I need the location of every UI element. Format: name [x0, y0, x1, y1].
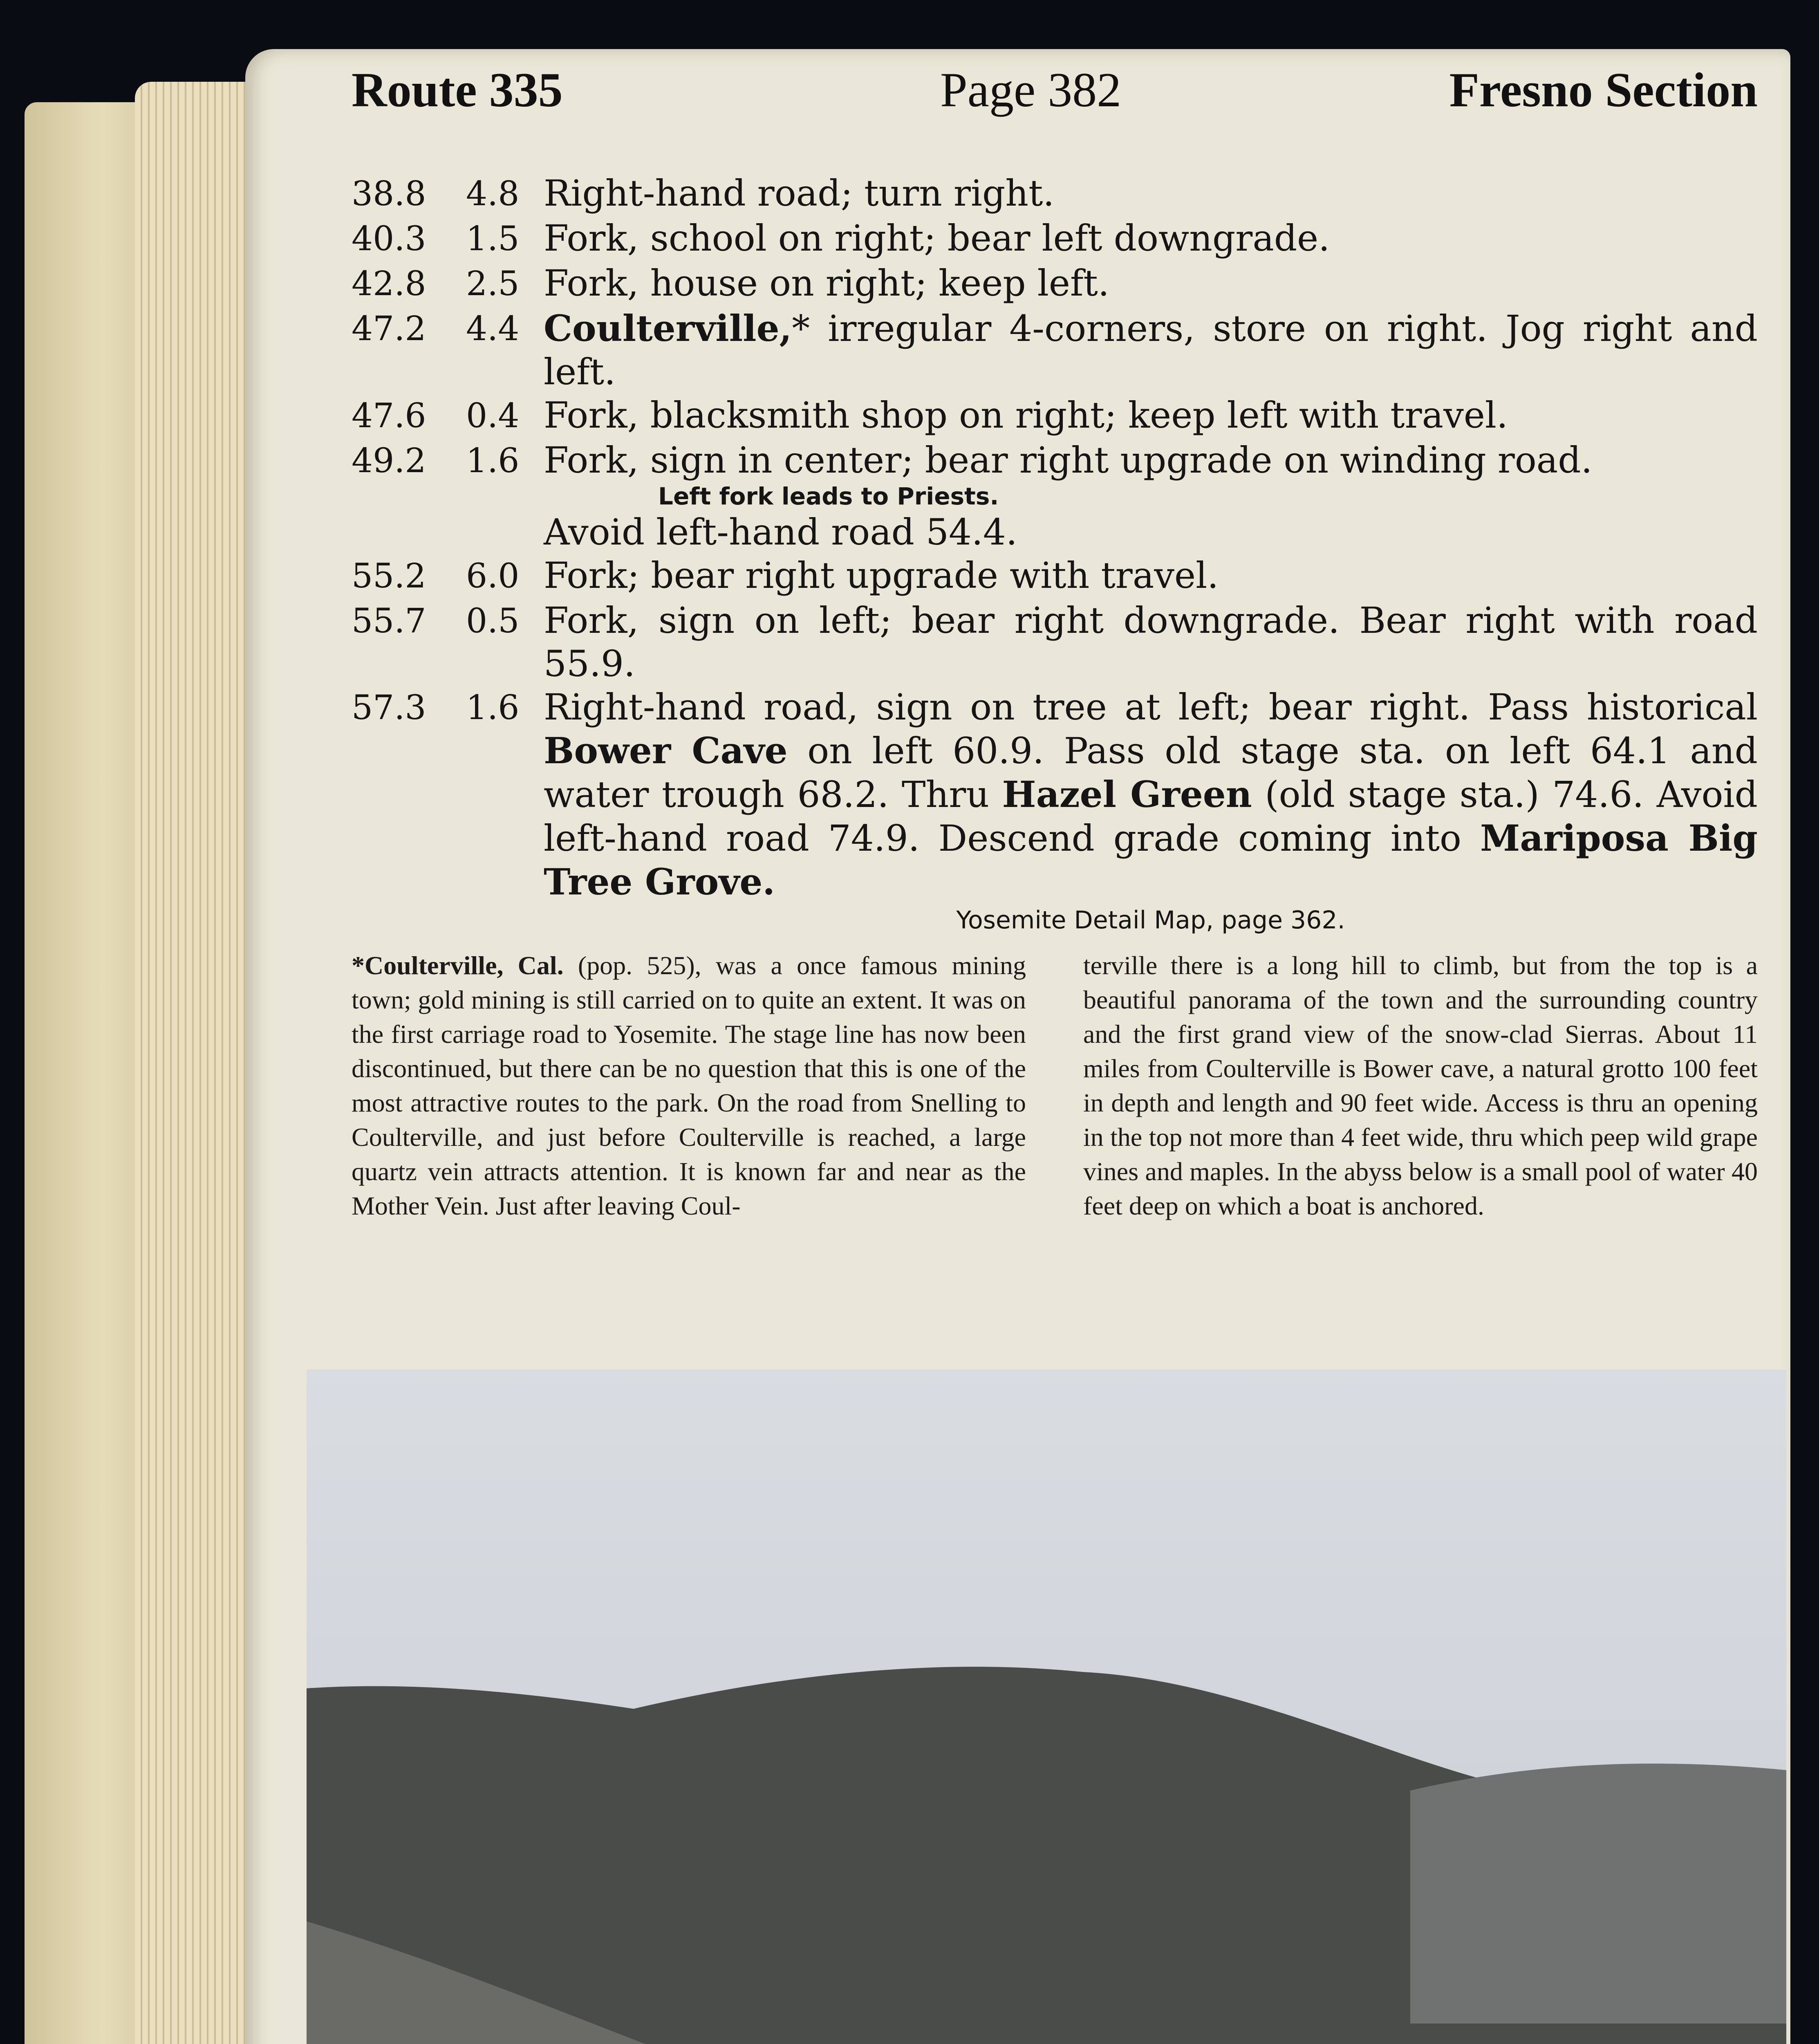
direction-row: [352, 439, 1758, 554]
leg-distance: 4.4: [466, 309, 520, 348]
direction-note: Left fork leads to Priests.: [658, 482, 999, 510]
mileage: 47.2: [352, 309, 426, 348]
town-name: Coulterville,: [544, 307, 792, 350]
leg-distance: 4.8: [466, 175, 520, 213]
direction-row: [352, 686, 1758, 904]
highway-photo-art: [307, 1369, 1786, 2044]
route-number: Route 335: [352, 63, 563, 117]
mileage: 47.6: [352, 397, 426, 435]
direction-row: [352, 262, 1758, 307]
landmark-name: Hazel Green: [1002, 773, 1252, 816]
direction-text-part: Right-hand road, sign on tree at left; bear right. Pass historical: [544, 686, 1758, 728]
leg-distance: 1.5: [466, 220, 520, 258]
direction-text: [544, 307, 1758, 394]
leg-distance: 0.5: [466, 602, 520, 641]
landmark-name: Mariposa Big Tree Grove.: [544, 817, 1758, 903]
route-directions: [352, 172, 1758, 937]
direction-row: [352, 172, 1758, 217]
mileage: 57.3: [352, 688, 426, 727]
mileage: 49.2: [352, 442, 426, 480]
footnote-left-column: [352, 948, 1026, 1223]
mileage: 38.8: [352, 175, 426, 213]
direction-text: Fork, blacksmith shop on right; keep left with travel.: [544, 394, 1508, 436]
direction-row: [352, 307, 1758, 394]
direction-text: Fork, house on right; keep left.: [544, 262, 1109, 304]
mileage: 40.3: [352, 220, 426, 258]
mileage: 55.7: [352, 602, 426, 641]
leg-distance: 2.5: [466, 264, 520, 303]
direction-text-cont: Avoid left-hand road 54.4.: [544, 511, 1017, 553]
leg-distance: 1.6: [466, 688, 520, 727]
footnote-left-text: (pop. 525), was a once famous mining town; gold mining is still carried on to quite an extent. It was on the first carriage road to Yosemite. The stage line has now been discontinued, but there can be no question that this is one of the most attractive routes to the park. On the road from Snelling to Coulterville, and just before Coulterville is reached, a large quartz vein attracts attention. It is known far and near as the Mother Vein. Just after leaving Coul-: [352, 951, 1026, 1220]
direction-text: Fork; bear right upgrade with travel.: [544, 554, 1219, 596]
direction-text-part: on left 60.9. Pass old stage sta. on left 64.1 and water trough 68.2. Thru: [544, 730, 1758, 816]
direction-row: [352, 217, 1758, 262]
direction-text-part: (old stage sta.) 74.6. Avoid left-hand road 74.9. Descend grade coming into: [544, 773, 1758, 859]
direction-text: [544, 686, 1758, 904]
highway-photo: [307, 1369, 1786, 2044]
mileage: 42.8: [352, 264, 426, 303]
direction-row: [352, 394, 1758, 439]
leg-distance: 6.0: [466, 557, 520, 596]
direction-text: Fork, sign in center; bear right upgrade on winding road.: [544, 439, 1593, 481]
landmark-name: Bower Cave: [544, 729, 788, 772]
mileage: 55.2: [352, 557, 426, 596]
footnote-columns: [352, 948, 1758, 1337]
map-reference: Yosemite Detail Map, page 362.: [956, 906, 1345, 935]
direction-row: [352, 599, 1758, 686]
leg-distance: 0.4: [466, 397, 520, 435]
page-header: [352, 57, 1758, 127]
direction-text: Right-hand road; turn right.: [544, 172, 1055, 214]
direction-text-rest: * irregular 4-corners, store on right. Jog right and left.: [544, 307, 1758, 393]
footnote-lead: *Coulterville, Cal.: [352, 951, 564, 980]
direction-text: Fork, sign on left; bear right downgrade. Bear right with road 55.9.: [544, 599, 1758, 685]
leg-distance: 1.6: [466, 442, 520, 480]
section-title: Fresno Section: [1449, 63, 1758, 117]
direction-text: Fork, school on right; bear left downgrade.: [544, 217, 1330, 259]
page-number: Page 382: [940, 63, 1122, 117]
direction-row: [352, 554, 1758, 599]
footnote-right-column: terville there is a long hill to climb, but from the top is a beautiful panorama of the town and the surrounding country and the first grand view of the snow-clad Sierras. About 11 miles from Coulterville is Bower cave, a natural grotto 100 feet in depth and length and 90 feet wide. Access is thru an opening in the top not more than 4 feet wide, thru which peep wild grape vines and maples. In the abyss below is a small pool of water 40 feet deep on which a boat is anchored.: [1083, 951, 1758, 1220]
